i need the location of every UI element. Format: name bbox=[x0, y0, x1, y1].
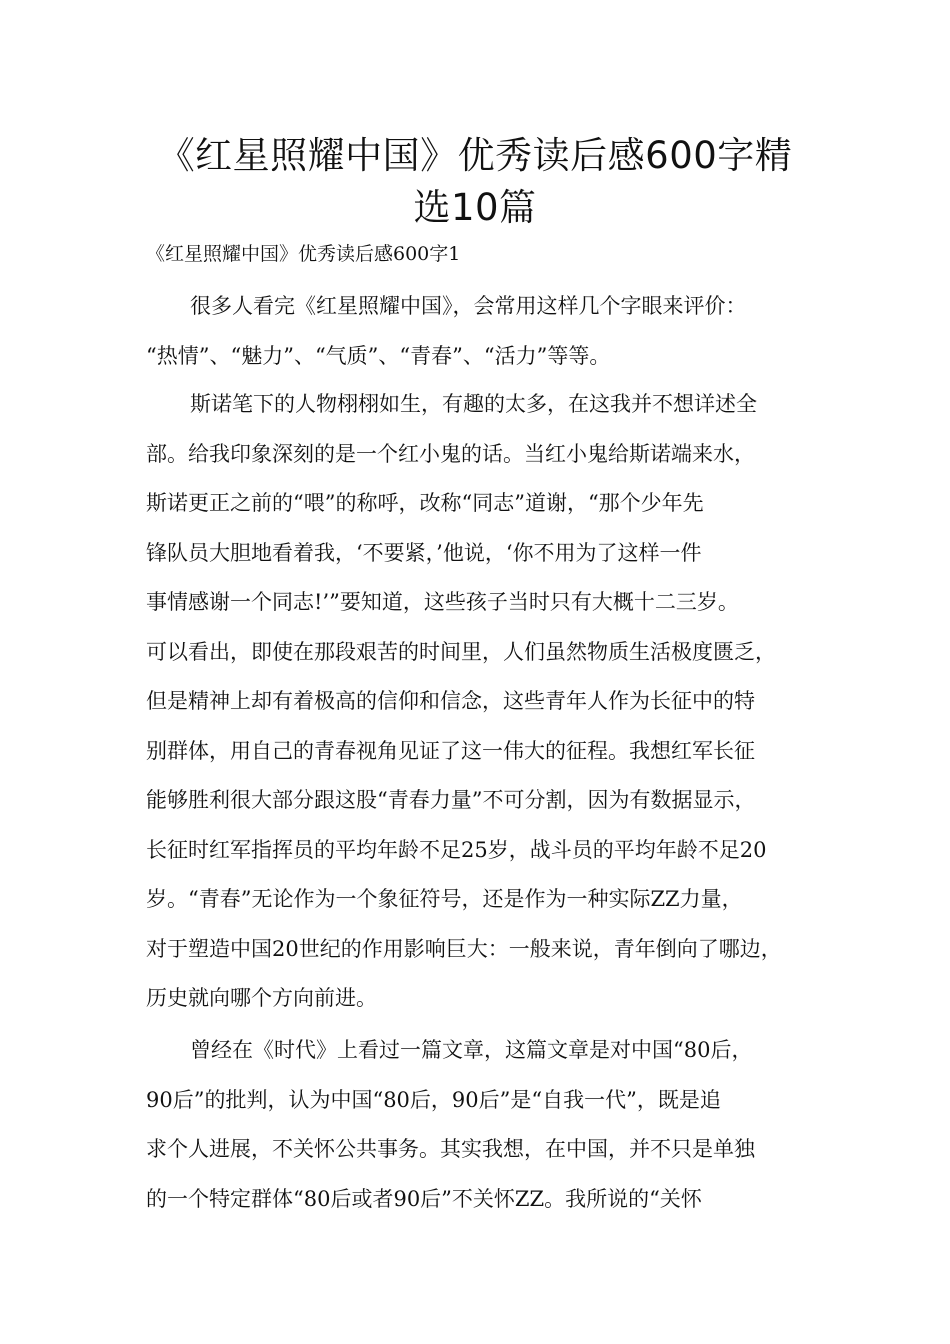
paragraph-1 bbox=[146, 282, 826, 381]
paragraph-line: 但是精神上却有着极高的信仰和信念，这些青年人作为长征中的特 bbox=[146, 689, 755, 713]
paragraph-line: 长征时红军指挥员的平均年龄不足25岁，战斗员的平均年龄不足20 bbox=[146, 837, 767, 862]
paragraph-line: 对于塑造中国20世纪的作用影响巨大：一般来说，青年倒向了哪边， bbox=[146, 936, 782, 961]
paragraph-line: 90后”的批判，认为中国“80后，90后”是“自我一代”，既是追 bbox=[146, 1087, 721, 1112]
paragraph-line: 事情感谢一个同志!’”要知道，这些孩子当时只有大概十二三岁。 bbox=[146, 590, 739, 614]
paragraph-line: 求个人进展，不关怀公共事务。其实我想，在中国，并不只是单独 bbox=[146, 1137, 755, 1161]
paragraph-line: 的一个特定群体“80后或者90后”不关怀ZZ。我所说的“关怀 bbox=[146, 1186, 702, 1211]
title-line-2: 选10篇 bbox=[413, 186, 537, 229]
paragraph-line: “热情”、“魅力”、“气质”、“青春”、“活力”等等。 bbox=[146, 343, 611, 368]
paragraph-line: 部。给我印象深刻的是一个红小鬼的话。当红小鬼给斯诺端来水， bbox=[146, 441, 755, 466]
document-title bbox=[120, 130, 830, 234]
paragraph-line: 很多人看完《红星照耀中国》，会常用这样几个字眼来评价： bbox=[190, 294, 747, 318]
paragraph-line: 斯诺笔下的人物栩栩如生，有趣的太多，在这我并不想详述全 bbox=[190, 392, 757, 416]
paragraph-2 bbox=[146, 380, 826, 1024]
paragraph-line: 岁。“青春”无论作为一个象征符号，还是作为一种实际ZZ力量， bbox=[146, 887, 743, 911]
paragraph-line: 锋队员大胆地看着我，‘不要紧，’他说，‘你不用为了这样一件 bbox=[146, 540, 702, 565]
paragraph-line: 能够胜利很大部分跟这股“青春力量”不可分割，因为有数据显示， bbox=[146, 788, 756, 812]
paragraph-3 bbox=[146, 1026, 826, 1224]
title-line-1: 《红星照耀中国》优秀读后感600字精 bbox=[157, 134, 793, 177]
section-heading: 《红星照耀中国》优秀读后感600字1 bbox=[146, 243, 461, 265]
paragraph-line: 可以看出，即使在那段艰苦的时间里，人们虽然物质生活极度匮乏， bbox=[146, 639, 776, 664]
paragraph-line: 斯诺更正之前的“喂”的称呼，改称“同志”道谢，“那个少年先 bbox=[146, 491, 704, 515]
paragraph-line: 别群体，用自己的青春视角见证了这一伟大的征程。我想红军长征 bbox=[146, 738, 755, 763]
paragraph-line: 曾经在《时代》上看过一篇文章，这篇文章是对中国“80后， bbox=[190, 1038, 753, 1062]
paragraph-line: 历史就向哪个方向前进。 bbox=[146, 986, 377, 1010]
